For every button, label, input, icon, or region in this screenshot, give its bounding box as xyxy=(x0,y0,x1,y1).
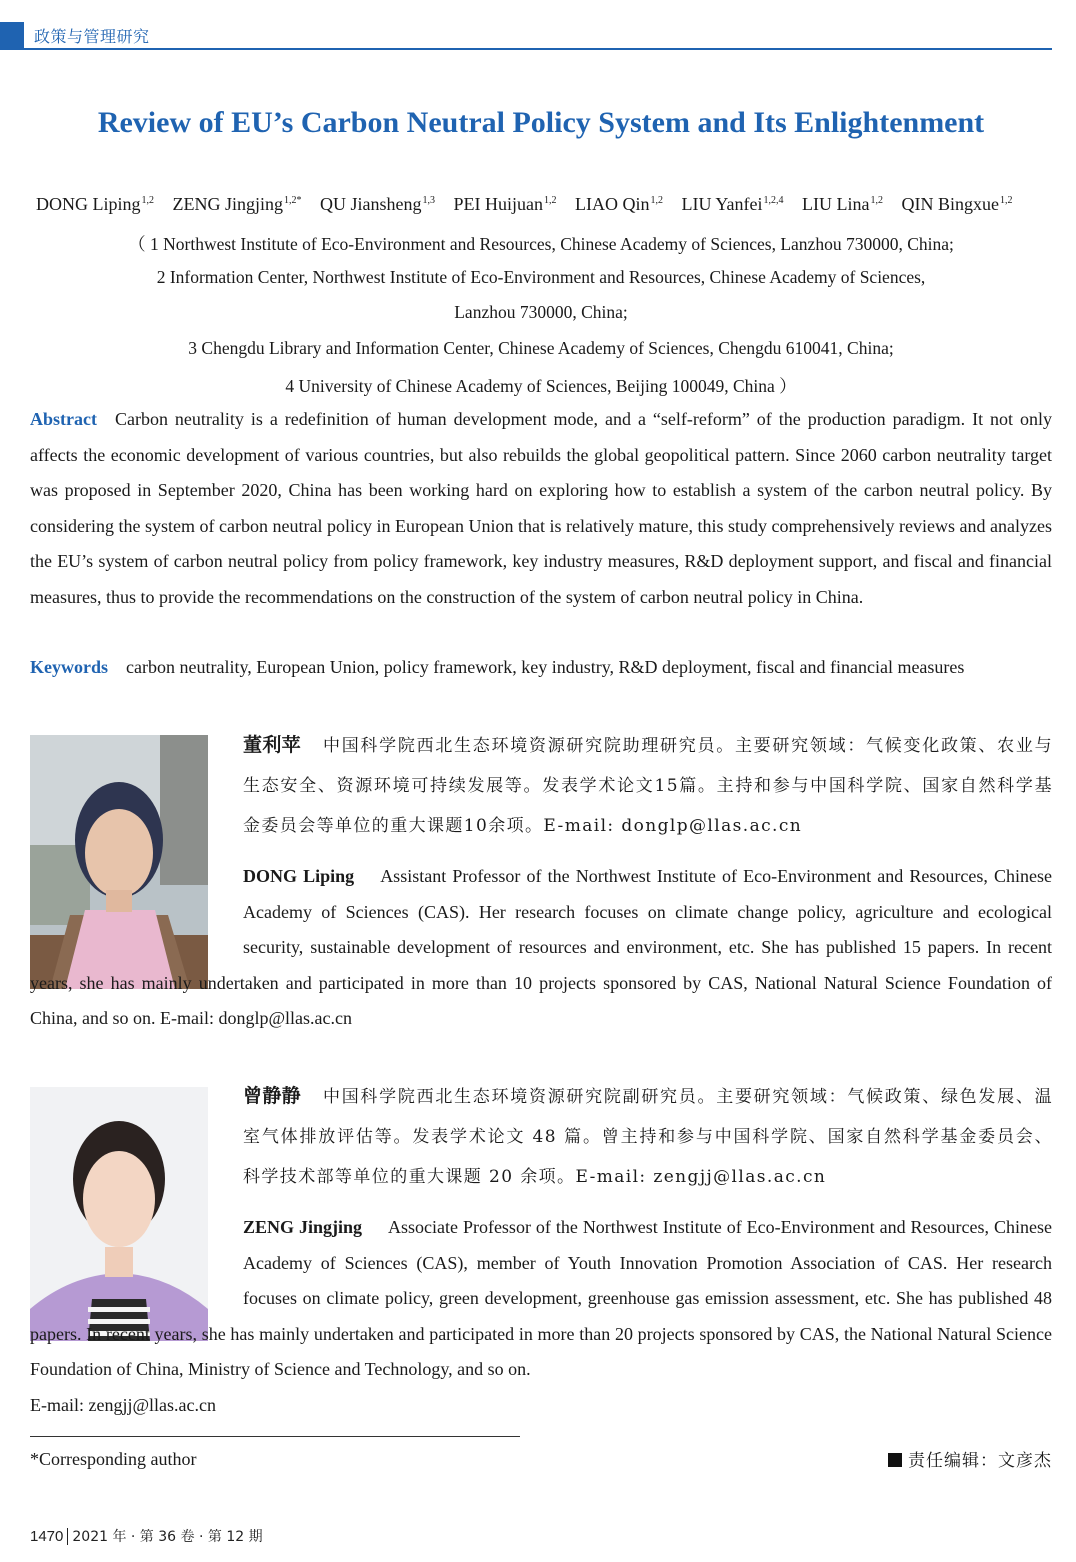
footnote: *Corresponding author xyxy=(30,1449,197,1469)
bio-en-zeng xyxy=(30,1210,1052,1423)
author: ZENG Jingjing$^{1,2*}$ xyxy=(172,194,302,214)
affiliation-line: 2 Information Center, Northwest Institute of Eco-Environment and Resources, Chinese Academy of Sciences, xyxy=(156,267,926,287)
page-footer xyxy=(30,1526,263,1546)
author: QIN Bingxue$^{1,2}$ xyxy=(901,194,1013,214)
author: LIU Yanfei$^{1,2,4}$ xyxy=(681,194,784,214)
keywords xyxy=(30,650,1052,686)
photo-spacer xyxy=(30,859,243,965)
header-rule xyxy=(24,48,1052,50)
page-number: 1470 xyxy=(30,1528,68,1545)
bio-cn-text: 中国科学院西北生态环境资源研究院助理研究员。主要研究领域：气候变化政策、农业与生态安全、资源环境可持续发展等。发表学术论文15篇。主持和参与中国科学院、国家自然科学基金委员会等单位的重大课题10余项。E-mail: donglp@llas.ac.cn xyxy=(243,736,1053,836)
bio-cn-name: 曾静静 xyxy=(243,1085,301,1107)
running-header xyxy=(0,18,1052,50)
bio-en-name: DONG Liping xyxy=(243,866,355,886)
header-accent-bar xyxy=(0,22,24,50)
square-bullet-icon xyxy=(888,1453,902,1467)
abstract xyxy=(30,402,1052,615)
bio-en-name: ZENG Jingjing xyxy=(243,1217,362,1237)
affiliation-line: 3 Chengdu Library and Information Center, Chinese Academy of Sciences, Chengdu 610041, China; xyxy=(188,338,894,358)
bio-cn-dong xyxy=(243,725,1053,846)
paper-title: Review of EU’s Carbon Neutral Policy System and Its Enlightenment xyxy=(97,106,985,139)
editor-credit: 责任编辑：文彦杰 xyxy=(888,1446,1052,1471)
keywords-label: Keywords xyxy=(30,657,108,677)
affiliation-line: 4 University of Chinese Academy of Sciences, Beijing 100049, China ） xyxy=(285,376,797,396)
abstract-text: Carbon neutrality is a redefinition of human development mode, and a “self-reform” of the production paradigm. It not only affects the economic development of various countries, but also rebuilds the global geopolitical pattern. Since 2060 carbon neutrality target was proposed in September 2020, China has been working hard on exploring how to establish a system of the carbon neutral policy. By considering the system of carbon neutral policy in European Union that is relatively mature, this study comprehensively reviews and analyzes the EU’s system of carbon neutral policy from policy framework, key industry measures, R&D deployment support, and fiscal and financial measures, thus to provide the recommendations on the construction of the system of carbon neutral policy in China. xyxy=(30,409,1052,607)
footnote-rule xyxy=(30,1436,520,1437)
issue-info: 2021 年 · 第 36 卷 · 第 12 期 xyxy=(72,1529,263,1545)
bio-en-dong xyxy=(30,859,1052,1037)
affiliation-line: Lanzhou 730000, China; xyxy=(454,302,628,322)
bio-cn-text: 中国科学院西北生态环境资源研究院副研究员。主要研究领域：气候政策、绿色发展、温室气体排放评估等。发表学术论文 48 篇。曾主持和参与中国科学院、国家自然科学基金委员会、科学技术部等单位的重大课题 20 余项。E-mail: zengjj@llas.ac.cn xyxy=(243,1087,1053,1187)
author: QU Jiansheng$^{1,3}$ xyxy=(320,194,435,214)
author-list xyxy=(36,194,1066,215)
author: LIU Lina$^{1,2}$ xyxy=(802,194,883,214)
photo-spacer xyxy=(30,1210,243,1316)
keywords-text: carbon neutrality, European Union, policy framework, key industry, R&D deployment, fiscal and financial measures xyxy=(126,657,965,677)
bio-cn-name: 董利苹 xyxy=(243,734,301,756)
bio-en-email: E-mail: zengjj@llas.ac.cn xyxy=(30,1394,217,1415)
abstract-label: Abstract xyxy=(30,409,97,429)
bio-en-text: Associate Professor of the Northwest Institute of Eco-Environment and Resources, Chinese Academy of Sciences (CAS), member of Youth Innovation Promotion Association of CAS. Her research focuses on climate policy, green development, greenhouse gas emission assessment, etc. She has published 48 papers. In recent years, she has mainly undertaken and participated in more than 20 projects sponsored by CAS, the National Natural Science Foundation of China, Ministry of Science and Technology, and so on. xyxy=(30,1217,1052,1379)
bio-cn-zeng xyxy=(243,1076,1053,1197)
section-label: 政策与管理研究 xyxy=(34,27,150,46)
author: PEI Huijuan$^{1,2}$ xyxy=(453,194,557,214)
bio-en-text: Assistant Professor of the Northwest Institute of Eco-Environment and Resources, Chinese Academy of Sciences (CAS). Her research focuses on climate change policy, agriculture and ecological security, sustainable development of resources and environment, etc. She has published 15 papers. In recent years, she has mainly undertaken and participated in more than 10 projects sponsored by CAS, National Natural Science Foundation of China, and so on. E-mail: donglp@llas.ac.cn xyxy=(30,866,1053,1028)
affiliation-line: （ 1 Northwest Institute of Eco-Environment and Resources, Chinese Academy of Sciences, Lanzhou 730000, China; xyxy=(128,234,954,254)
author: LIAO Qin$^{1,2}$ xyxy=(575,194,663,214)
author: DONG Liping$^{1,2}$ xyxy=(36,194,154,214)
